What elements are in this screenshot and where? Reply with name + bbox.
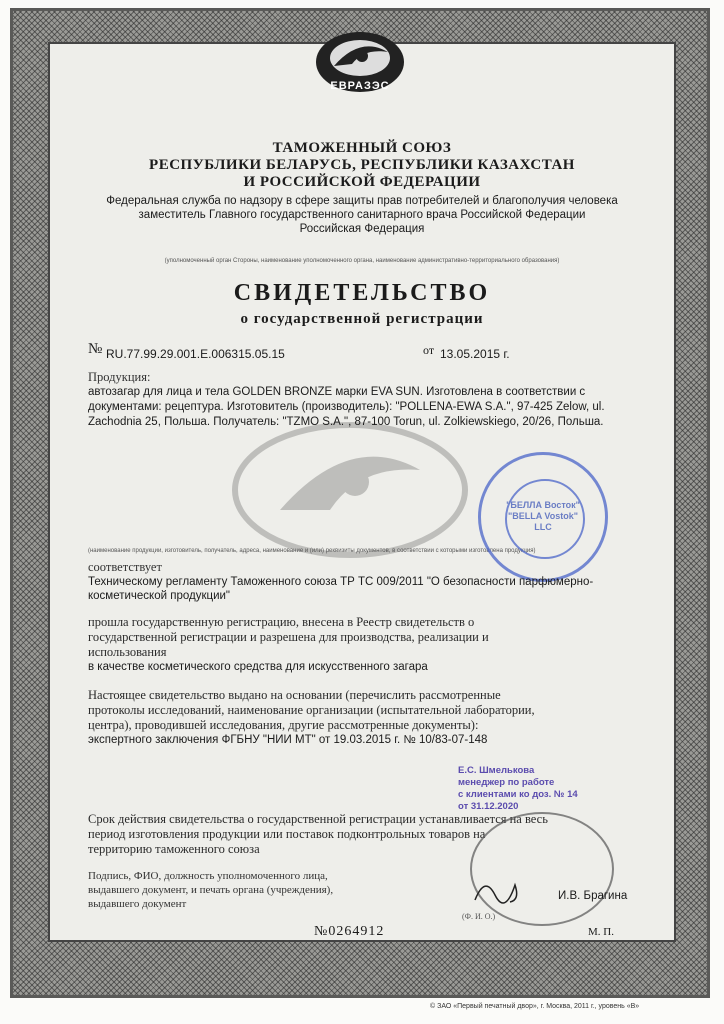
basis-value: экспертного заключения ФГБНУ "НИИ МТ" от 19.03.2015 г. № 10/83-07-148 xyxy=(88,734,488,746)
product-line-2: документами: рецептура. Изготовитель (производитель): "POLLENA-EWA S.A.", 97-425 Zelow, ul. xyxy=(88,401,605,413)
registration-line-1: прошла государственную регистрацию, внесена в Реестр свидетельств о xyxy=(88,615,475,629)
validity-line-3: территорию таможенного союза xyxy=(88,842,260,856)
document-subtitle: о государственной регистрации xyxy=(240,311,484,327)
product-label: Продукция: xyxy=(88,370,151,384)
signature-caption-1: Подпись, ФИО, должность уполномоченного лица, xyxy=(88,870,328,882)
validity-line-1: Срок действия свидетельства о государственной регистрации устанавливается на весь xyxy=(88,812,548,826)
company-stamp xyxy=(478,452,608,582)
authority-line-1: Федеральная служба по надзору в сфере защиты прав потребителей и благополучия человека xyxy=(106,195,618,207)
basis-line-1: Настоящее свидетельство выдано на основании (перечислить рассмотренные xyxy=(88,688,501,702)
signatory-caption: (Ф. И. О.) xyxy=(462,912,496,921)
header-russia: И РОССИЙСКОЙ ФЕДЕРАЦИИ xyxy=(243,174,481,190)
header-republics: РЕСПУБЛИКИ БЕЛАРУСЬ, РЕСПУБЛИКИ КАЗАХСТАН xyxy=(149,157,575,173)
manager-stamp-line-3: с клиентами ко доз. № 14 xyxy=(458,789,578,800)
certificate-number: RU.77.99.29.001.E.006315.05.15 xyxy=(106,347,285,361)
stamp-line-1: "БЕЛЛА Восток" xyxy=(506,500,580,510)
conformity-label: соответствует xyxy=(88,560,162,574)
authority-line-2: заместитель Главного государственного санитарного врача Российской Федерации xyxy=(138,209,586,221)
basis-line-3: центра), проводившей исследования, другие рассмотренные документы): xyxy=(88,718,479,732)
conformity-line-2: косметической продукции" xyxy=(88,590,231,602)
signature-caption-3: выдавшего документ xyxy=(88,898,187,910)
authority-line-3: Российская Федерация xyxy=(299,223,425,235)
document-title: СВИДЕТЕЛЬСТВО xyxy=(233,280,491,306)
product-line-1: автозагар для лица и тела GOLDEN BRONZE марки EVA SUN. Изготовлена в соответствии с xyxy=(88,386,586,398)
validity-line-2: период изготовления продукции или поставок подконтрольных товаров на xyxy=(88,827,486,841)
authority-caption: (уполномоченный орган Стороны, наименование уполномоченного органа, наименование административно-территориального образования) xyxy=(164,258,560,264)
registration-line-3: использования xyxy=(88,645,167,659)
manager-stamp xyxy=(458,765,578,813)
printer-credit: © ЗАО «Первый печатный двор», г. Москва, 2011 г., уровень «В» xyxy=(430,1003,640,1010)
date-label: от xyxy=(423,343,435,357)
registration-usage: в качестве косметического средства для искусственного загара xyxy=(88,661,428,673)
stamp-line-2: "BELLA Vostok" xyxy=(507,511,579,521)
serial-number: №0264912 xyxy=(314,924,385,939)
manager-stamp-line-2: менеджер по работе xyxy=(458,777,555,788)
logo-text: ЕВРАЗЭС xyxy=(330,80,390,92)
registration-line-2: государственной регистрации и разрешена для производства, реализации и xyxy=(88,630,489,644)
manager-stamp-line-1: Е.С. Шмелькова xyxy=(458,765,535,776)
certificate-date: 13.05.2015 г. xyxy=(440,347,510,361)
stamp-line-3: LLC xyxy=(534,522,552,532)
product-line-3: Zachodnia 25, Польша. Получатель: "TZMO S.A.", 87-100 Torun, ul. Zolkiewskiego, 20/26, Польша. xyxy=(88,416,604,428)
eurasec-watermark xyxy=(230,420,470,560)
manager-stamp-line-4: от 31.12.2020 xyxy=(458,801,519,812)
signature-mark xyxy=(470,870,530,910)
product-caption: (наименование продукции, изготовитель, получатель, адреса, наименование и (или) реквизиты документов, в соответствии с которыми изготовлена продукция) xyxy=(88,548,536,554)
header-union: ТАМОЖЕННЫЙ СОЮЗ xyxy=(272,140,452,156)
basis-line-2: протоколы исследований, наименование организации (испытательной лаборатории, xyxy=(88,703,535,717)
mp-label: М. П. xyxy=(588,926,614,938)
number-label: № xyxy=(88,341,103,357)
conformity-line-1: Техническому регламенту Таможенного союза ТР ТС 009/2011 "О безопасности парфюмерно- xyxy=(88,576,594,588)
signatory-name: И.В. Брагина xyxy=(558,890,628,902)
signature-caption-2: выдавшего документ, и печать органа (учреждения), xyxy=(88,884,334,896)
